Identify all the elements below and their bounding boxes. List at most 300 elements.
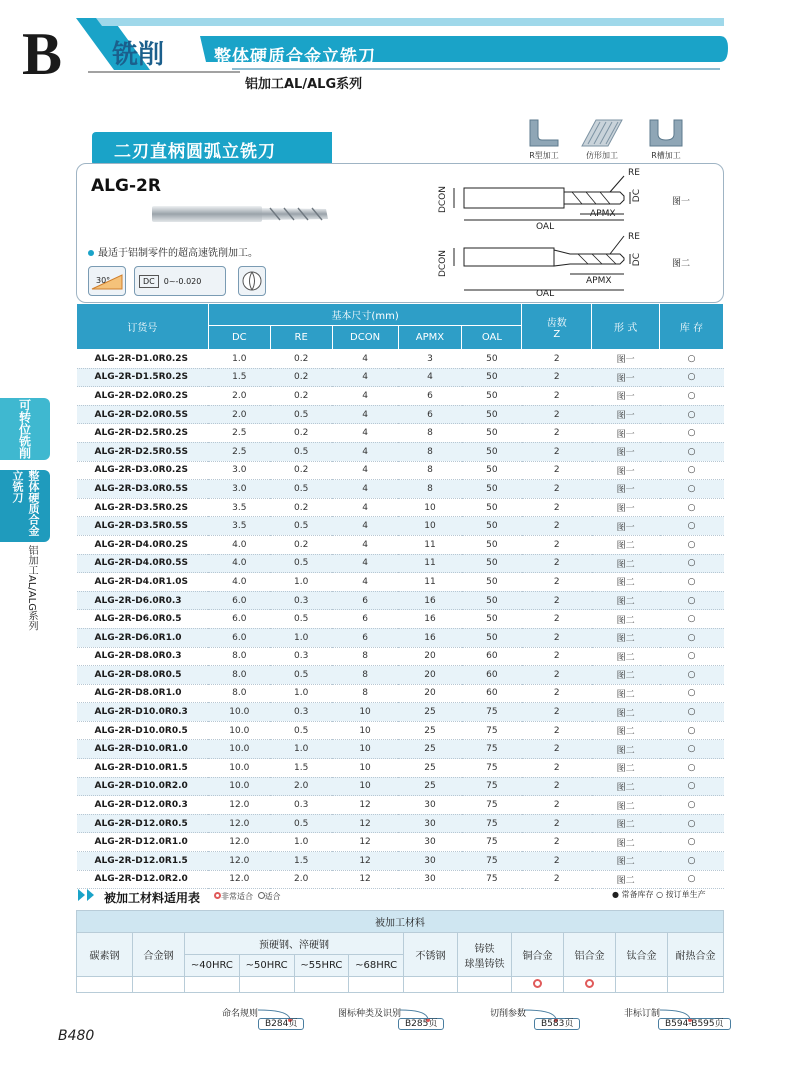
col-header-oal: OAL [462,326,522,350]
table-row [77,666,724,685]
cell-dcon: 12 [332,796,398,815]
profile-machining-icon [580,116,624,148]
cell-dc: 4.0 [208,554,270,573]
cell-teeth: 2 [522,610,592,629]
cell-code: ALG-2R-D3.5R0.5S [77,517,209,536]
cell-teeth: 2 [522,814,592,833]
cell-dc: 1.0 [208,350,270,369]
cell-re: 1.5 [270,759,332,778]
tolerance-value: 0~-0.020 [163,276,202,286]
cell-dc: 4.0 [208,573,270,592]
cell-form: 图一 [592,517,660,536]
cell-re: 0.5 [270,517,332,536]
ref-icon-page[interactable]: B285页 [398,1018,444,1030]
cell-code: ALG-2R-D12.0R2.0 [77,870,209,889]
cell-stock: ○ [660,852,724,871]
cell-re: 0.5 [270,721,332,740]
svg-text:30°: 30° [96,276,111,285]
cell-form: 图一 [592,350,660,369]
cell-dc: 12.0 [208,870,270,889]
cell-dc: 10.0 [208,777,270,796]
side-series-label: 铝加工AL/ALG系列 [26,545,37,631]
cell-code: ALG-2R-D2.5R0.2S [77,424,209,443]
cell-form: 图一 [592,461,660,480]
cell-stock: ○ [660,647,724,666]
figure-2-label: 图二 [672,259,691,269]
cell-apmx: 6 [398,405,462,424]
cell-dcon: 4 [332,387,398,406]
suitable-icon [258,892,265,899]
cell-re: 0.2 [270,461,332,480]
r-slot-machining [636,116,696,161]
cell-stock: ○ [660,740,724,759]
cell-teeth: 2 [522,480,592,499]
cell-dcon: 4 [332,554,398,573]
cell-dcon: 4 [332,424,398,443]
bullet-icon [88,250,94,256]
mat-cell [458,977,512,993]
table-row [77,647,724,666]
cell-stock: ○ [660,387,724,406]
cell-teeth: 2 [522,666,592,685]
materials-table [76,910,724,993]
cell-dc: 8.0 [208,647,270,666]
cell-code: ALG-2R-D2.0R0.5S [77,405,209,424]
cell-dcon: 4 [332,573,398,592]
cell-apmx: 30 [398,814,462,833]
materials-legend [214,891,281,902]
cell-dc: 6.0 [208,610,270,629]
cell-teeth: 2 [522,387,592,406]
cell-dc: 2.0 [208,387,270,406]
cell-dc: 12.0 [208,852,270,871]
cell-form: 图二 [592,535,660,554]
cell-dc: 10.0 [208,740,270,759]
mat-cell [616,977,668,993]
cell-stock: ○ [660,870,724,889]
re-label-1: RE [628,168,640,178]
cell-re: 1.5 [270,852,332,871]
col-header-dc: DC [208,326,270,350]
cell-stock: ○ [660,610,724,629]
re-label-2: RE [628,232,640,242]
side-tab-solid-carbide[interactable] [0,470,50,542]
table-row [77,442,724,461]
cell-stock: ○ [660,573,724,592]
cell-stock: ○ [660,759,724,778]
cell-dcon: 12 [332,852,398,871]
ref-custom-page[interactable]: B594-B595页 [658,1018,731,1030]
apmx-label-2: APMX [586,276,612,286]
cell-code: ALG-2R-D3.0R0.2S [77,461,209,480]
cell-oal: 50 [462,368,522,387]
profile-machining [572,116,632,161]
cell-code: ALG-2R-D1.5R0.2S [77,368,209,387]
best-fit-icon [533,979,542,988]
materials-title: 被加工材料适用表 [104,891,201,905]
r-slot-machining-icon [646,116,686,148]
cell-stock: ○ [660,628,724,647]
cell-apmx: 10 [398,517,462,536]
cell-apmx: 10 [398,498,462,517]
cell-oal: 50 [462,591,522,610]
tolerance-spec [134,266,226,296]
table-row [77,703,724,722]
cell-dc: 1.5 [208,368,270,387]
cell-stock: ○ [660,442,724,461]
cell-teeth: 2 [522,405,592,424]
cell-dc: 6.0 [208,591,270,610]
cell-dcon: 12 [332,833,398,852]
cell-re: 0.3 [270,703,332,722]
oal-label-2: OAL [536,289,555,299]
cell-dcon: 4 [332,480,398,499]
cell-teeth: 2 [522,740,592,759]
cell-form: 图二 [592,870,660,889]
cell-dc: 2.0 [208,405,270,424]
cell-form: 图一 [592,424,660,443]
cell-form: 图二 [592,573,660,592]
cell-code: ALG-2R-D8.0R1.0 [77,684,209,703]
cell-dc: 10.0 [208,703,270,722]
cell-teeth: 2 [522,833,592,852]
cell-oal: 60 [462,647,522,666]
ref-icon-types[interactable]: 图标种类及识别 [338,1009,402,1019]
col-header-apmx: APMX [398,326,462,350]
oal-label-1: OAL [536,222,555,232]
cell-oal: 75 [462,870,522,889]
cell-code: ALG-2R-D12.0R0.3 [77,796,209,815]
cell-teeth: 2 [522,368,592,387]
cell-teeth: 2 [522,573,592,592]
cell-form: 图二 [592,703,660,722]
cell-apmx: 8 [398,480,462,499]
cell-code: ALG-2R-D4.0R0.2S [77,535,209,554]
cell-dc: 8.0 [208,684,270,703]
r-shape-machining [514,116,574,161]
cell-dcon: 4 [332,442,398,461]
cell-code: ALG-2R-D1.0R0.2S [77,350,209,369]
dimension-diagram [430,170,720,300]
ref-naming-page[interactable]: B284页 [258,1018,304,1030]
table-row [77,350,724,369]
mat-hardened: 预硬钢、淬硬钢 [185,933,404,955]
table-row [77,480,724,499]
cell-oal: 50 [462,517,522,536]
cell-oal: 75 [462,796,522,815]
cell-oal: 50 [462,424,522,443]
cell-dcon: 4 [332,461,398,480]
cell-form: 图一 [592,442,660,461]
teeth-label: 齿数 [546,317,567,329]
mat-aluminium: 铝合金 [564,933,616,977]
table-row [77,591,724,610]
cell-teeth: 2 [522,628,592,647]
table-row [77,628,724,647]
cell-stock: ○ [660,350,724,369]
ductile-iron-label: 球墨铸铁 [464,958,505,970]
best-fit-icon [214,892,221,899]
table-row [77,814,724,833]
table-row [77,610,724,629]
cell-stock: ○ [660,814,724,833]
product-banner: 二刃直柄圆弧立铣刀 [92,132,332,166]
dcon-label-2: DCON [438,250,448,278]
r-shape-machining-icon [526,116,562,148]
cell-stock: ○ [660,833,724,852]
cell-dc: 3.0 [208,480,270,499]
mat-heat-resistant: 耐热合金 [668,933,724,977]
cell-oal: 50 [462,461,522,480]
cell-teeth: 2 [522,442,592,461]
cell-re: 0.3 [270,591,332,610]
figure-1-label: 图一 [672,197,691,207]
flute-spec [238,266,266,296]
cell-code: ALG-2R-D6.0R0.3 [77,591,209,610]
cell-apmx: 6 [398,387,462,406]
cell-dcon: 8 [332,666,398,685]
cell-stock: ○ [660,796,724,815]
table-row [77,517,724,536]
cell-dcon: 4 [332,405,398,424]
cell-stock: ○ [660,721,724,740]
cell-stock: ○ [660,517,724,536]
cell-oal: 75 [462,777,522,796]
cell-apmx: 30 [398,833,462,852]
cell-dc: 4.0 [208,535,270,554]
cell-stock: ○ [660,666,724,685]
cell-code: ALG-2R-D10.0R1.0 [77,740,209,759]
mat-cell-aluminium [564,977,616,993]
cell-code: ALG-2R-D12.0R0.5 [77,814,209,833]
cell-oal: 50 [462,498,522,517]
mat-cell [239,977,294,993]
table-row [77,870,724,889]
cell-oal: 50 [462,628,522,647]
cell-stock: ○ [660,554,724,573]
product-model: ALG-2R [91,176,161,196]
cell-teeth: 2 [522,703,592,722]
cell-dc: 3.5 [208,498,270,517]
cell-dc: 3.5 [208,517,270,536]
mat-68hrc: ~68HRC [349,955,404,977]
mat-stainless: 不锈钢 [404,933,458,977]
cell-teeth: 2 [522,777,592,796]
cell-stock: ○ [660,405,724,424]
ref-cutting-page[interactable]: B583页 [534,1018,580,1030]
cell-teeth: 2 [522,870,592,889]
cell-stock: ○ [660,684,724,703]
table-row [77,498,724,517]
cell-teeth: 2 [522,852,592,871]
cell-re: 0.5 [270,442,332,461]
cell-dcon: 4 [332,517,398,536]
cell-teeth: 2 [522,461,592,480]
table-row [77,796,724,815]
cell-stock: ○ [660,703,724,722]
cell-form: 图二 [592,666,660,685]
col-header-form: 形 式 [592,304,660,350]
cell-teeth: 2 [522,796,592,815]
cell-stock: ○ [660,368,724,387]
cell-form: 图二 [592,647,660,666]
table-row [77,852,724,871]
cell-re: 0.2 [270,350,332,369]
cell-teeth: 2 [522,554,592,573]
cell-apmx: 30 [398,870,462,889]
cell-teeth: 2 [522,424,592,443]
col-header-stock: 库 存 [660,304,724,350]
cell-oal: 50 [462,535,522,554]
ref-custom-order[interactable]: 非标订制 [624,1009,661,1019]
process-label: R型加工 [529,151,559,160]
cell-code: ALG-2R-D10.0R2.0 [77,777,209,796]
cell-re: 0.5 [270,666,332,685]
cell-re: 0.3 [270,796,332,815]
table-row [77,721,724,740]
cell-form: 图二 [592,610,660,629]
mat-50hrc: ~50HRC [239,955,294,977]
cell-form: 图二 [592,684,660,703]
cell-code: ALG-2R-D4.0R1.0S [77,573,209,592]
dcon-label-1: DCON [438,186,448,214]
cell-apmx: 16 [398,610,462,629]
mat-cell [133,977,185,993]
table-row [77,833,724,852]
cell-form: 图二 [592,591,660,610]
ref-naming-rules[interactable]: 命名规则 [222,1009,259,1019]
cell-teeth: 2 [522,647,592,666]
cell-apmx: 3 [398,350,462,369]
process-label: R槽加工 [651,151,681,160]
cell-dcon: 6 [332,591,398,610]
cell-code: ALG-2R-D3.5R0.2S [77,498,209,517]
cell-form: 图二 [592,814,660,833]
table-row [77,759,724,778]
cell-stock: ○ [660,480,724,499]
cell-teeth: 2 [522,498,592,517]
table-row [77,424,724,443]
cell-apmx: 30 [398,852,462,871]
table-row [77,573,724,592]
cell-form: 图一 [592,368,660,387]
cell-re: 2.0 [270,777,332,796]
cell-dc: 10.0 [208,721,270,740]
section-letter: B [22,21,63,87]
cell-code: ALG-2R-D3.0R0.5S [77,480,209,499]
col-header-dcon: DCON [332,326,398,350]
cell-code: ALG-2R-D10.0R0.5 [77,721,209,740]
cell-dcon: 10 [332,703,398,722]
cell-dc: 2.5 [208,442,270,461]
table-row [77,368,724,387]
page-subtitle: 铝加工AL/ALG系列 [245,77,363,92]
table-row [77,740,724,759]
cell-apmx: 25 [398,777,462,796]
materials-header: 被加工材料 [77,911,724,933]
table-row [77,461,724,480]
stock-legend: ● 常备库存 ○ 按订单生产 [612,890,706,899]
cell-dcon: 6 [332,610,398,629]
cell-teeth: 2 [522,684,592,703]
ref-cutting-params[interactable]: 切削参数 [490,1009,527,1019]
mat-titanium: 钛合金 [616,933,668,977]
cell-oal: 50 [462,610,522,629]
cell-form: 图一 [592,405,660,424]
cell-re: 2.0 [270,870,332,889]
process-label: 仿形加工 [586,151,618,160]
side-tab-label: 可转位铣削 [17,399,32,459]
cell-re: 1.0 [270,684,332,703]
col-header-re: RE [270,326,332,350]
cell-teeth: 2 [522,591,592,610]
cell-apmx: 16 [398,591,462,610]
cell-teeth: 2 [522,350,592,369]
cell-dcon: 12 [332,814,398,833]
cell-dcon: 10 [332,759,398,778]
mat-cell [294,977,349,993]
cell-stock: ○ [660,498,724,517]
spec-table-body [77,350,724,889]
cell-apmx: 8 [398,442,462,461]
cell-oal: 75 [462,740,522,759]
cell-re: 1.0 [270,628,332,647]
feature-label: 最适于铝制零件的超高速铣削加工。 [98,248,258,259]
cell-oal: 50 [462,350,522,369]
cell-teeth: 2 [522,535,592,554]
cell-re: 0.5 [270,480,332,499]
cell-code: ALG-2R-D12.0R1.5 [77,852,209,871]
cell-apmx: 8 [398,461,462,480]
mat-55hrc: ~55HRC [294,955,349,977]
cell-stock: ○ [660,461,724,480]
cell-stock: ○ [660,424,724,443]
table-row [77,535,724,554]
cell-re: 0.2 [270,535,332,554]
apmx-label-1: APMX [590,209,616,219]
flute-count-icon [241,270,263,292]
cell-dc: 3.0 [208,461,270,480]
teeth-z-label: Z [553,328,561,340]
cell-form: 图二 [592,721,660,740]
cell-form: 图一 [592,498,660,517]
cell-code: ALG-2R-D4.0R0.5S [77,554,209,573]
cell-apmx: 20 [398,684,462,703]
cell-code: ALG-2R-D8.0R0.3 [77,647,209,666]
cell-apmx: 20 [398,647,462,666]
side-tab-label: 整体硬质合金立铣刀 [11,470,40,536]
mat-copper: 铜合金 [512,933,564,977]
cell-re: 0.2 [270,498,332,517]
side-tab-indexable-milling[interactable] [0,398,50,460]
cell-dcon: 10 [332,721,398,740]
cell-dcon: 10 [332,777,398,796]
cell-dcon: 8 [332,647,398,666]
cell-apmx: 11 [398,535,462,554]
cell-apmx: 25 [398,759,462,778]
mat-cell [668,977,724,993]
cell-dc: 10.0 [208,759,270,778]
cell-dcon: 6 [332,628,398,647]
cell-dc: 8.0 [208,666,270,685]
cell-form: 图二 [592,628,660,647]
cell-oal: 60 [462,666,522,685]
cell-dcon: 4 [332,535,398,554]
cell-apmx: 25 [398,721,462,740]
best-fit-icon [585,979,594,988]
cell-teeth: 2 [522,759,592,778]
cell-stock: ○ [660,591,724,610]
